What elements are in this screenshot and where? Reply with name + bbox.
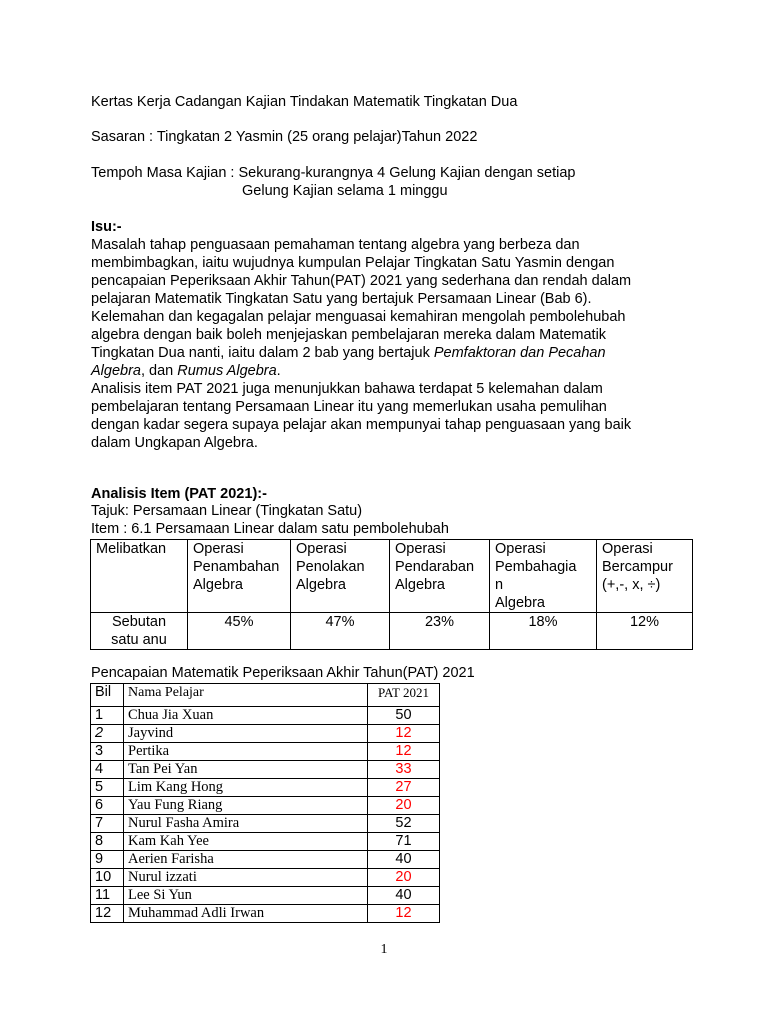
score-cell: 12 <box>368 743 440 761</box>
isu-line: pelajaran Matematik Tingkatan Satu yang bertajuk Persamaan Linear (Bab 6). <box>91 291 592 307</box>
table-row <box>91 887 440 905</box>
header-penolakan <box>291 540 390 613</box>
score-cell: 20 <box>368 869 440 887</box>
isu-heading: Isu:- <box>91 219 122 235</box>
student-name-cell: Lee Si Yun <box>124 887 368 905</box>
isu-line: dengan kadar segera supaya pelajar akan mempunyai tahap penguasaan yang baik <box>91 417 632 433</box>
table-row <box>91 851 440 869</box>
row-label-text: Sebutan <box>111 614 167 630</box>
isu-text: Tingkatan Dua nanti, iaitu dalam 2 bab yang bertajuk <box>91 345 434 361</box>
header-text: Pembahagia <box>495 559 577 575</box>
item-table-header-row <box>91 540 693 613</box>
value-cell: 45% <box>188 613 291 650</box>
score-cell: 52 <box>368 815 440 833</box>
table-row <box>91 905 440 923</box>
student-name-cell: Lim Kang Hong <box>124 779 368 797</box>
row-label-text: satu anu <box>111 632 167 648</box>
document-title: Kertas Kerja Cadangan Kajian Tindakan Matematik Tingkatan Dua <box>91 94 518 110</box>
table-row <box>91 707 440 725</box>
table-row <box>91 743 440 761</box>
table-row <box>91 833 440 851</box>
header-text: Algebra <box>193 577 243 593</box>
bil-cell: 1 <box>91 707 124 725</box>
score-cell: 12 <box>368 905 440 923</box>
student-name-cell: Muhammad Adli Irwan <box>124 905 368 923</box>
bil-cell: 3 <box>91 743 124 761</box>
value-cell: 47% <box>291 613 390 650</box>
header-text: Algebra <box>395 577 445 593</box>
bil-cell: 8 <box>91 833 124 851</box>
student-name-cell: Yau Fung Riang <box>124 797 368 815</box>
table-row <box>91 779 440 797</box>
value-cell: 12% <box>597 613 693 650</box>
header-text: Operasi <box>193 541 244 557</box>
student-name-cell: Chua Jia Xuan <box>124 707 368 725</box>
isu-italic-text: Pemfaktoran dan Pecahan <box>433 345 606 361</box>
score-cell: 27 <box>368 779 440 797</box>
student-name-cell: Nurul Fasha Amira <box>124 815 368 833</box>
table-row <box>91 815 440 833</box>
score-table-header-row <box>91 684 440 707</box>
bil-cell: 11 <box>91 887 124 905</box>
value-cell: 18% <box>490 613 597 650</box>
header-text: Melibatkan <box>96 541 167 557</box>
student-name-cell: Pertika <box>124 743 368 761</box>
table-row <box>91 869 440 887</box>
header-text: Penambahan <box>193 559 280 575</box>
tempoh-line-2: Gelung Kajian selama 1 minggu <box>242 183 448 199</box>
isu-line: algebra dengan baik boleh menjejaskan pembelajaran mereka dalam Matematik <box>91 327 607 343</box>
header-text: n <box>495 577 504 593</box>
sasaran-line: Sasaran : Tingkatan 2 Yasmin (25 orang pelajar)Tahun 2022 <box>91 129 478 145</box>
isu-text: . <box>276 363 281 379</box>
score-cell: 50 <box>368 707 440 725</box>
isu-text: , dan <box>140 363 178 379</box>
header-bil: Bil <box>91 684 124 707</box>
isu-line <box>91 344 691 362</box>
score-cell: 40 <box>368 887 440 905</box>
header-text: Operasi <box>395 541 446 557</box>
student-name-cell: Jayvind <box>124 725 368 743</box>
page-number: 1 <box>380 942 388 957</box>
score-cell: 33 <box>368 761 440 779</box>
header-text: Operasi <box>602 541 653 557</box>
table-row <box>91 761 440 779</box>
header-penambahan <box>188 540 291 613</box>
bil-cell: 10 <box>91 869 124 887</box>
header-pat-2021: PAT 2021 <box>368 684 440 707</box>
header-text: Operasi <box>495 541 546 557</box>
header-pembahagian <box>490 540 597 613</box>
score-cell: 20 <box>368 797 440 815</box>
bil-cell: 6 <box>91 797 124 815</box>
bil-cell: 2 <box>91 725 124 743</box>
score-table <box>90 683 440 923</box>
isu-line: membimbagkan, iaitu wujudnya kumpulan Pelajar Tingkatan Satu Yasmin dengan <box>91 255 615 271</box>
header-text: Algebra <box>495 595 545 611</box>
isu-line: pencapaian Peperiksaan Akhir Tahun(PAT) 2021 yang sederhana dan rendah dalam <box>91 273 632 289</box>
table-row <box>91 797 440 815</box>
header-text: Penolakan <box>296 559 365 575</box>
value-cell: 23% <box>390 613 490 650</box>
header-text: (+,-, x, ÷) <box>602 577 661 593</box>
row-label-sebutan <box>91 613 188 650</box>
score-table-body <box>91 707 440 923</box>
item-table-value-row <box>91 613 693 650</box>
header-text: Operasi <box>296 541 347 557</box>
score-cell: 71 <box>368 833 440 851</box>
header-text: Pendaraban <box>395 559 475 575</box>
isu-line: pembelajaran tentang Persamaan Linear itu yang memerlukan usaha pemulihan <box>91 399 607 415</box>
isu-line <box>91 362 691 380</box>
bil-cell: 5 <box>91 779 124 797</box>
isu-line: Analisis item PAT 2021 juga menunjukkan bahawa terdapat 5 kelemahan dalam <box>91 381 603 397</box>
score-cell: 12 <box>368 725 440 743</box>
isu-line: dalam Ungkapan Algebra. <box>91 435 258 451</box>
student-name-cell: Kam Kah Yee <box>124 833 368 851</box>
score-cell: 40 <box>368 851 440 869</box>
isu-paragraph <box>91 236 691 452</box>
isu-line: Kelemahan dan kegagalan pelajar menguasai kemahiran mengolah pembolehubah <box>91 309 626 325</box>
tajuk-line: Tajuk: Persamaan Linear (Tingkatan Satu) <box>91 503 363 519</box>
header-text: Bercampur <box>602 559 673 575</box>
bil-cell: 7 <box>91 815 124 833</box>
isu-italic-text: Algebra <box>91 363 141 379</box>
isu-line: Masalah tahap penguasaan pemahaman tentang algebra yang berbeza dan <box>91 237 580 253</box>
student-name-cell: Aerien Farisha <box>124 851 368 869</box>
header-text: Algebra <box>296 577 346 593</box>
student-name-cell: Tan Pei Yan <box>124 761 368 779</box>
bil-cell: 12 <box>91 905 124 923</box>
header-pendaraban <box>390 540 490 613</box>
student-name-cell: Nurul izzati <box>124 869 368 887</box>
header-bercampur <box>597 540 693 613</box>
pencapaian-heading: Pencapaian Matematik Peperiksaan Akhir Tahun(PAT) 2021 <box>91 665 475 681</box>
table-row <box>91 725 440 743</box>
bil-cell: 9 <box>91 851 124 869</box>
header-melibatkan <box>91 540 188 613</box>
isu-italic-text: Rumus Algebra <box>177 363 277 379</box>
tempoh-line-1: Tempoh Masa Kajian : Sekurang-kurangnya 4 Gelung Kajian dengan setiap <box>91 165 576 181</box>
item-analysis-table <box>90 539 693 650</box>
analisis-heading: Analisis Item (PAT 2021):- <box>91 486 267 502</box>
bil-cell: 4 <box>91 761 124 779</box>
header-nama-pelajar: Nama Pelajar <box>124 684 368 707</box>
item-line: Item : 6.1 Persamaan Linear dalam satu pembolehubah <box>91 521 449 537</box>
